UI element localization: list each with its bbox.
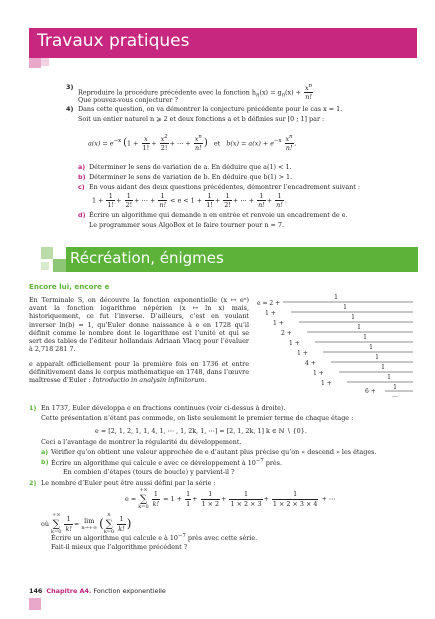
svg-text:1: 1	[351, 314, 355, 321]
para2-book: Introductio in analysin infinitorum	[92, 376, 205, 385]
cf-start: e = 2 +	[257, 300, 281, 307]
ineq-mid: < e < 1 +	[170, 196, 203, 205]
svg-text:1: 1	[393, 384, 397, 391]
q1b-text	[51, 458, 282, 467]
section-banner-tp	[29, 28, 417, 58]
para2-a: e apparaît officiellement pour la première fois en 1736 et entre définitivement dans le corpus mathématique en 1748, dans l’œuvre maîtresse d’Euler :	[29, 360, 249, 385]
section-title: Récréation, énigmes	[70, 249, 224, 267]
sum-bot-3: k=0	[103, 528, 115, 535]
history-paragraph-2	[29, 360, 249, 385]
inequality: 1 + $\frac{1}{1!}$ + $\frac{1}{2!}$ + ⋯ + $\frac{1}{n!}$ < e < 1 + $\frac{1}{1!}$ + $\frac{1}{2!}$ + ⋯ + $\frac{1}{n!}$ + $\frac{1}{n!}$ .	[92, 192, 287, 210]
q4-line2: Soit un entier naturel n ⩾ 2 et deux fonctions a et b définies sur [0 ; 1] par :	[78, 115, 325, 123]
svg-text:1: 1	[363, 334, 367, 341]
decor-square	[41, 58, 49, 66]
svg-text:1: 1	[334, 294, 338, 301]
item-label: b)	[41, 458, 49, 466]
q1b-line2: En combien d’étapes (tours de boucle) y parvient-il ?	[63, 468, 235, 476]
decor-square	[53, 259, 66, 272]
svg-text:1: 1	[387, 374, 391, 381]
fb-f: $\frac{x^n}{n!}$	[285, 134, 293, 153]
e-sequence: e = [2, 1, 2, 1, 1, 4, 1, ⋯ , 1, 2k, 1, ⋯] = [2, 1, 2k, 1] k ∈ ℕ ∖ {0}.	[95, 427, 307, 435]
q1b-main: Écrire un algorithme qui calcule e avec ce développement à 10	[51, 459, 256, 468]
chapter-label: Chapitre A4.	[46, 587, 92, 595]
section-title: Travaux pratiques	[37, 31, 190, 51]
frac-num: x	[305, 84, 309, 93]
q3-sub: n	[256, 92, 260, 99]
sum-bot-2: k=0	[51, 528, 62, 535]
q1-line2: Cette présentation n’étant pas commode, on liste seulement le premier terme de chaque étage :	[41, 414, 354, 422]
cf-row: 6 +	[365, 388, 376, 395]
cf-row: 1 +	[289, 340, 300, 347]
continued-fraction	[255, 294, 417, 398]
sum-symbol: +∞ ∑ k=0	[138, 487, 149, 510]
item-label: a)	[78, 163, 86, 171]
series-f1: 1	[186, 499, 191, 508]
q3-fraction	[304, 83, 313, 102]
sum-bot: k=0	[138, 503, 149, 510]
series-lhs: e =	[125, 495, 137, 503]
formula-et: et	[213, 139, 221, 148]
limit-definition: où +∞ ∑ k=0 $\frac{1}{k!}$ = lim n→+∞ ( n ∑ k=0 $\frac{1}{k!}$ )	[41, 512, 132, 535]
q3-expr: (x) = g	[259, 88, 282, 97]
decor-square	[41, 262, 49, 270]
cf-row: 1 +	[321, 380, 332, 387]
svg-text:1: 1	[375, 354, 379, 361]
item-c-text: En vous aidant des deux questions précédentes, démontrer l’encadrement suivant :	[89, 183, 361, 191]
q1b-end: près.	[263, 459, 282, 468]
q1-line3: Ceci a l’avantage de montrer la régularité du développement.	[41, 438, 242, 446]
item-d-line2: Le programmer sous AlgoBox et le faire tourner pour n = 7.	[89, 221, 284, 229]
item-label: c)	[78, 183, 85, 191]
q4-text: Dans cette question, on va démontrer la conjecture précédente pour le cas x = 1.	[78, 105, 343, 113]
item-label: a)	[41, 448, 49, 456]
decor-square	[29, 598, 41, 610]
series-mid: = 1 +	[163, 495, 183, 503]
sum-top-2: +∞	[52, 512, 61, 518]
q2-line3	[51, 533, 257, 542]
history-paragraph: En Terminale S, on découvre la fonction exponentielle (x ↦ eˣ) avant la fonction logarithme népérien (x ↦ ln x) mais, historiquement, ce fut l’inverse. D’ailleurs, c’est en voulant inverser ln(b) = 1, qu’Euler donne naissance à e en 1728 qu’il définit comme le nombre dont le logarithme est l’unité et qui se sert des tables de l’éditeur hollandais Adriaan Vlacq pour l’évaluer à 2,718 281 7.	[29, 296, 249, 354]
item-label: d)	[78, 211, 86, 219]
ou-word: où	[41, 520, 49, 528]
formula-b: b(x) = a(x) + e	[226, 139, 275, 148]
sum-top: +∞	[139, 487, 148, 493]
chapter-title: Fonction exponentielle	[93, 587, 166, 595]
lim-word: lim	[84, 516, 95, 525]
lim-sub: n→+∞	[81, 524, 98, 531]
decor-square	[41, 247, 53, 259]
item-d-text: Écrire un algorithme qui demande n en entrée et renvoie un encadrement de e.	[89, 211, 348, 219]
q3-sub2: n	[281, 92, 285, 99]
page-footer	[29, 587, 166, 595]
series-f4: 1 × 2 × 3 × 4	[272, 499, 318, 508]
item-b-text: Déterminer le sens de variation de b. En déduire que b(1) > 1.	[89, 173, 293, 181]
decor-square	[29, 58, 41, 68]
series-formula: e = +∞ ∑ k=0 $\frac{1}{k!}$ = 1 + $\frac{1}{1}$ + $\frac{1}{1 \times 2}$ + $\frac{1}{1 \times 2 \times 3}$ + $\frac{1}{1 \times 2 \times 3 \times 4}$ + ⋯	[125, 487, 336, 510]
cf-row: 4 +	[305, 360, 316, 367]
q2-line3-main: Écrire un algorithme qui calcule e à 10	[51, 534, 178, 543]
q1b-exp: −7	[255, 458, 264, 464]
q2-text: Le nombre d’Euler peut être aussi défini par la série :	[41, 479, 216, 487]
formula-b-exp: −x	[274, 138, 282, 145]
q2-line4: Fait-il mieux que l’algorithme précédent ?	[51, 543, 188, 551]
series-f2: 1 × 2	[201, 499, 220, 508]
question-number: 1)	[29, 404, 37, 412]
q3-expr2: (x) +	[285, 88, 301, 97]
q1a-text: Vérifier qu’on obtient une valeur approchée de e d’autant plus précise qu’on « descend » les étages.	[51, 448, 377, 456]
cf-row: 1 +	[265, 310, 276, 317]
question-number: 4)	[66, 105, 74, 113]
formula-a: a(x) = e	[88, 139, 114, 148]
item-a-text: Déterminer le sens de variation de a. En déduire que a(1) < 1.	[89, 163, 292, 171]
series-f3: 1 × 2 × 3	[230, 499, 262, 508]
formula-a-rest: 1 +	[127, 139, 139, 148]
cf-row: 1 +	[273, 320, 284, 327]
frac-exp: n	[308, 83, 313, 89]
svg-text:1: 1	[369, 344, 373, 351]
para2-end: .	[204, 376, 207, 385]
q1-text: En 1737, Euler développa e en fractions continues (voir ci-dessus à droite).	[41, 404, 286, 412]
formula-a-exp: −x	[113, 138, 122, 145]
fa-f3: $\frac{x^n}{n!}$	[194, 134, 202, 153]
cf-row: 1 +	[313, 370, 324, 377]
question-number: 2)	[29, 479, 37, 487]
item-label: b)	[78, 173, 86, 181]
q2-line3-end: près avec cette série.	[185, 534, 258, 543]
question-number: 3)	[66, 83, 74, 91]
cf-row: 1 +	[297, 350, 308, 357]
svg-text:1: 1	[357, 324, 361, 331]
subsection-title: Encore lui, encore e	[29, 282, 110, 291]
svg-text:1: 1	[381, 364, 385, 371]
fa-f2: $\frac{x^2}{2!}$	[160, 134, 168, 153]
cf-row: 2 +	[281, 330, 292, 337]
cf-tail: …	[392, 392, 398, 398]
fa-f1: $\frac{x}{1!}$	[142, 134, 150, 152]
q2-exp: −7	[177, 533, 186, 539]
frac-den: n!	[305, 93, 312, 102]
page-number: 146	[29, 587, 43, 595]
q3-line2: Que pouvez-vous conjecturer ?	[78, 96, 178, 104]
section-banner-recreation	[66, 247, 418, 272]
svg-text:1: 1	[343, 304, 347, 311]
kfac: k!	[118, 524, 125, 533]
formula-ab: $a(x) = e^{-x}$ (1 + $\frac{x}{1!}$ + $\frac{x^2}{2!}$ + ⋯ + $\frac{x^n}{n!}$ ) et $b(x) = a(x) + e^{-x}$ $\frac{x^n}{n!}$ .	[88, 134, 297, 153]
q3-text: Reproduire la procédure précédente avec la fonction h	[78, 88, 257, 97]
series-dots: + ⋯	[321, 495, 336, 503]
